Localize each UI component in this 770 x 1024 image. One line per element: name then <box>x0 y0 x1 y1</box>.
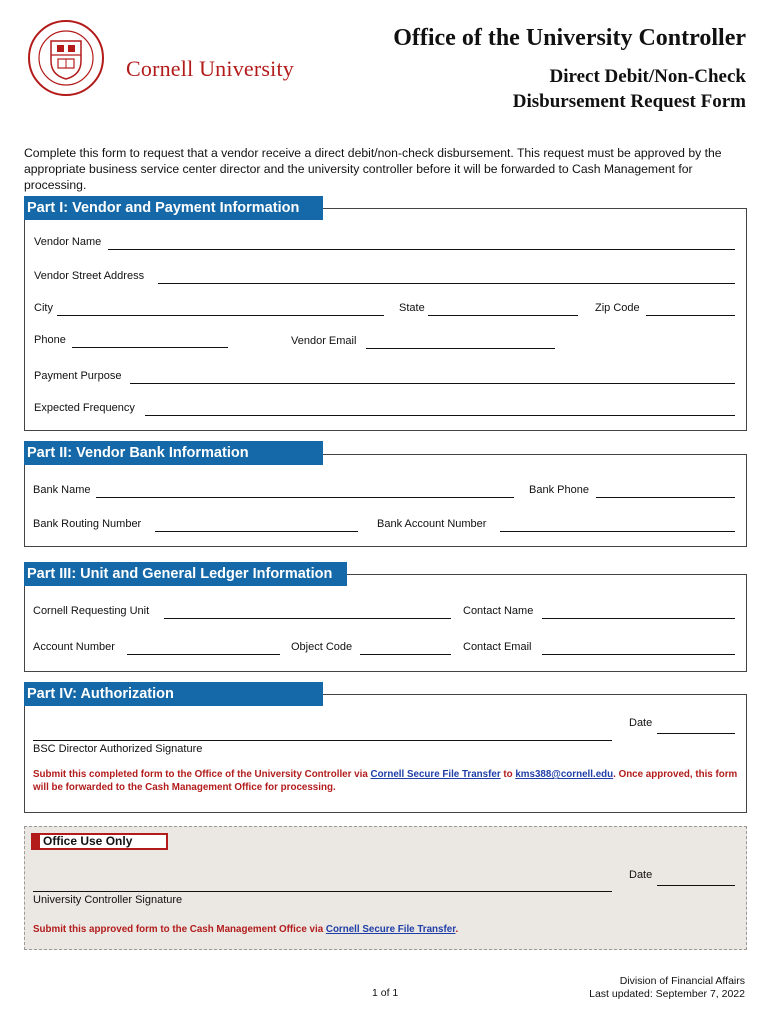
object-code-label: Object Code <box>291 641 353 653</box>
part3-header: Part III: Unit and General Ledger Information <box>24 562 347 586</box>
email-link[interactable]: kms388@cornell.edu <box>515 769 614 780</box>
vendor-email-field[interactable] <box>366 348 555 349</box>
object-code-field[interactable] <box>360 654 451 655</box>
controller-signature-field[interactable] <box>33 891 612 892</box>
part3-section <box>24 574 747 672</box>
gl-account-number-field[interactable] <box>127 654 280 655</box>
vendor-street-field[interactable] <box>158 283 735 284</box>
zip-field[interactable] <box>646 315 735 316</box>
office-use-tag <box>31 833 168 850</box>
cornell-wordmark: Cornell University <box>126 56 294 81</box>
office-submit-pre: Submit this approved form to the Cash Management Office via <box>33 924 326 935</box>
state-field[interactable] <box>428 315 578 316</box>
office-date-label: Date <box>629 869 653 881</box>
division-name: Division of Financial Affairs <box>619 975 745 987</box>
contact-email-field[interactable] <box>542 654 735 655</box>
part2-header: Part II: Vendor Bank Information <box>24 441 323 465</box>
office-submit-instructions <box>33 923 738 936</box>
state-label: State <box>399 302 425 314</box>
last-updated: Last updated: September 7, 2022 <box>589 988 745 1000</box>
office-date-field[interactable] <box>657 885 735 886</box>
expected-frequency-label: Expected Frequency <box>34 402 135 414</box>
part1-header: Part I: Vendor and Payment Information <box>24 196 323 220</box>
vendor-name-label: Vendor Name <box>34 236 102 248</box>
part4-submit-post: . Once approved, this form will be forwarded to the Cash Management Office for processing. <box>33 769 738 793</box>
bsc-signature-field[interactable] <box>33 740 612 741</box>
city-field[interactable] <box>57 315 384 316</box>
intro-text: Complete this form to request that a vendor receive a direct debit/non-check disbursement. This request must be approved by the appropriate business service center director and the university controller before it will be forwarded to Cash Management for processing. <box>24 146 722 192</box>
part4-header: Part IV: Authorization <box>24 682 323 706</box>
part2-section <box>24 454 747 547</box>
payment-purpose-field[interactable] <box>130 383 735 384</box>
requesting-unit-field[interactable] <box>164 618 451 619</box>
bank-name-label: Bank Name <box>33 484 91 496</box>
part4-date-label: Date <box>629 717 653 729</box>
expected-frequency-field[interactable] <box>145 415 735 416</box>
gl-account-number-label: Account Number <box>33 641 115 653</box>
office-submit-post: . <box>455 924 459 935</box>
part4-submit-pre: Submit this completed form to the Office of the University Controller via <box>33 769 371 780</box>
footer-info <box>589 975 745 1001</box>
routing-number-field[interactable] <box>155 531 358 532</box>
vendor-email-label: Vendor Email <box>291 335 357 347</box>
vendor-name-field[interactable] <box>108 249 735 250</box>
part4-submit-mid: to <box>500 769 516 780</box>
form-title-block <box>393 24 746 114</box>
page-number: 1 of 1 <box>372 987 399 999</box>
office-use-label: Office Use Only <box>43 834 133 848</box>
office-secure-file-transfer-link[interactable]: Cornell Secure File Transfer <box>325 924 456 935</box>
city-label: City <box>34 302 53 314</box>
vendor-street-label: Vendor Street Address <box>34 270 145 282</box>
contact-name-label: Contact Name <box>463 605 534 617</box>
contact-name-field[interactable] <box>542 618 735 619</box>
bsc-signature-label: BSC Director Authorized Signature <box>33 743 203 755</box>
secure-file-transfer-link[interactable]: Cornell Secure File Transfer <box>370 769 501 780</box>
form-subtitle-line1: Direct Debit/Non-Check <box>549 66 746 87</box>
account-number-label: Bank Account Number <box>377 518 487 530</box>
phone-label: Phone <box>34 334 66 346</box>
bank-phone-label: Bank Phone <box>529 484 589 496</box>
part4-submit-instructions <box>33 768 738 794</box>
part4-date-field[interactable] <box>657 733 735 734</box>
office-title: Office of the University Controller <box>393 25 746 51</box>
part1-section <box>24 208 747 431</box>
controller-signature-label: University Controller Signature <box>33 894 183 906</box>
zip-label: Zip Code <box>595 302 640 314</box>
payment-purpose-label: Payment Purpose <box>34 370 122 382</box>
cornell-seal-logo <box>27 19 105 97</box>
bank-name-field[interactable] <box>96 497 514 498</box>
bank-account-field[interactable] <box>500 531 735 532</box>
contact-email-label: Contact Email <box>463 641 532 653</box>
office-tag-marker <box>33 835 40 848</box>
phone-field[interactable] <box>72 347 228 348</box>
bank-phone-field[interactable] <box>596 497 735 498</box>
form-subtitle-line2: Disbursement Request Form <box>512 91 746 112</box>
requesting-unit-label: Cornell Requesting Unit <box>33 605 150 617</box>
routing-number-label: Bank Routing Number <box>33 518 142 530</box>
